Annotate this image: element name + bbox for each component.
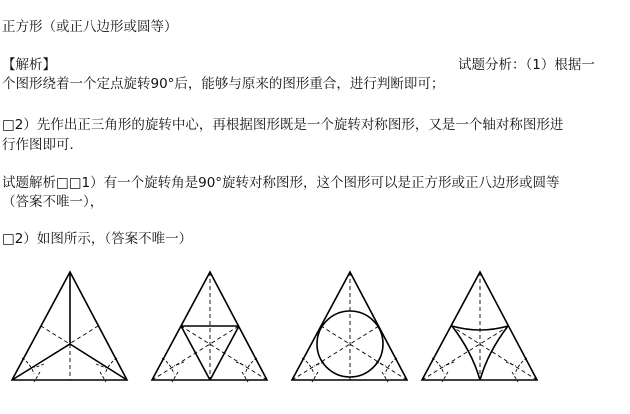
answer-line: 正方形（或正八边形或圆等） xyxy=(2,19,178,35)
analysis-hint-continuation: 个图形绕着一个定点旋转90°后，能够与原来的图形重合，进行判断即可； xyxy=(2,76,445,92)
analysis-part2-line2: 行作图即可． xyxy=(2,137,83,153)
solution-line3: □2）如图所示，（答案不唯一） xyxy=(2,231,193,247)
solution-line1: 试题解析□□1）有一个旋转角是90°旋转对称图形，这个图形可以是正方形或正八边形或圆等 xyxy=(2,175,560,191)
analysis-part2-line1: □2）先作出正三角形的旋转中心，再根据图形既是一个旋转对称图形，又是一个轴对称图形进 xyxy=(2,117,564,133)
figure-2 xyxy=(152,272,267,382)
construction-figures xyxy=(0,262,630,412)
figure-3 xyxy=(292,272,407,382)
figure-4 xyxy=(422,272,537,382)
analysis-hint-label: 试题分析：（1）根据一 xyxy=(458,57,595,73)
figure-1 xyxy=(12,272,127,382)
solution-line2: （答案不唯一）， xyxy=(2,194,104,210)
analysis-tag: 【解析】 xyxy=(2,57,56,73)
